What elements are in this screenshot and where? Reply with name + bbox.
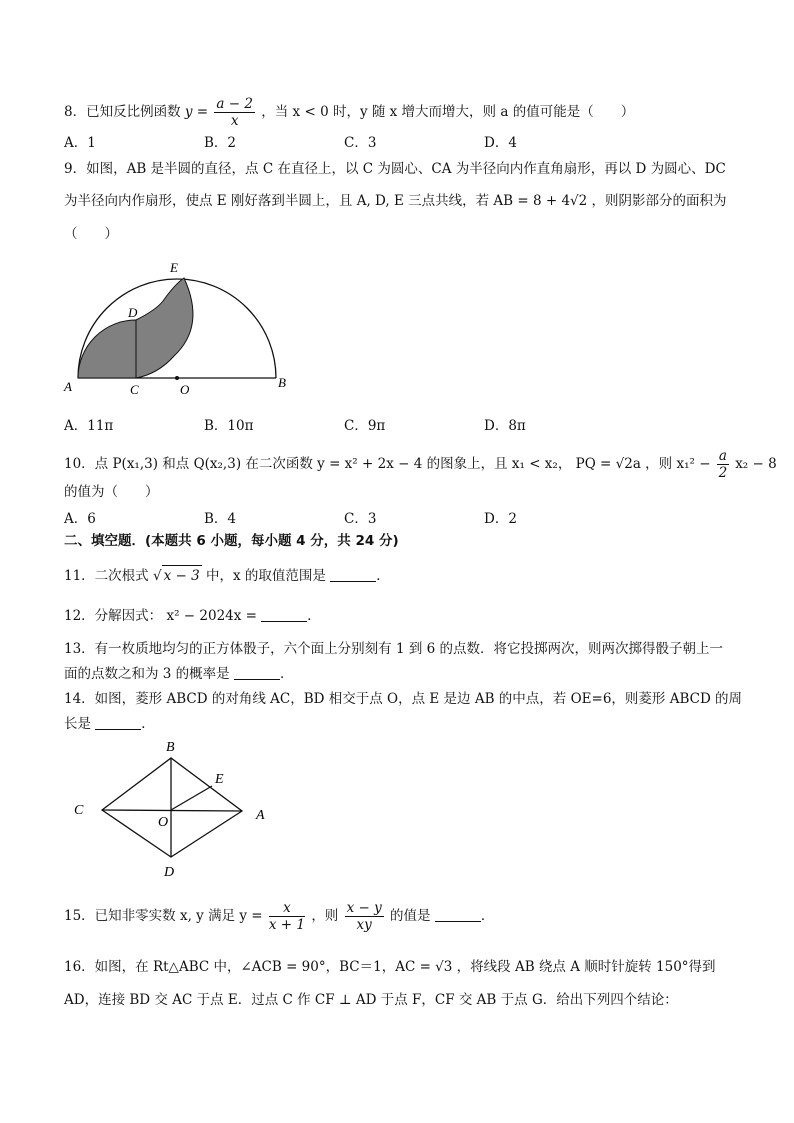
q15-suffix: 的值是 — [390, 908, 431, 924]
q9-option-c: C．9π — [344, 418, 386, 434]
q12-prefix: 12．分解因式： x² − 2024x = — [64, 608, 257, 624]
segment-oe — [171, 786, 212, 810]
q15-frac1-den: x + 1 — [268, 917, 306, 933]
q11-prefix: 11．二次根式 — [64, 568, 149, 584]
label-o: O — [180, 382, 190, 397]
q10-line-1 — [64, 448, 777, 481]
center-point-o — [175, 376, 179, 380]
q8-y-eq: y = — [184, 104, 209, 120]
label-e: E — [215, 772, 224, 787]
shaded-sector-2 — [136, 278, 193, 378]
q8-option-c: C．3 — [344, 135, 377, 151]
section-heading-fill-in: 二、填空题．(本题共 6 小题，每小题 4 分，共 24 分) — [64, 533, 399, 549]
q10-line1-text: 10．点 P(x₁,3) 和点 Q(x₂,3) 在二次函数 y = x² + 2x − 4 的图象上，且 x₁ < x₂， PQ = √2a ，则 x₁² − — [64, 456, 711, 472]
q15-mid: ，则 — [311, 908, 339, 924]
q10-frac-num: a — [718, 448, 727, 464]
q14-rhombus-figure — [70, 738, 270, 880]
q15-frac2-num: x − y — [346, 900, 382, 916]
q8-frac-num: a − 2 — [216, 96, 253, 112]
q15-stem — [64, 900, 494, 933]
q14-line-2 — [64, 714, 155, 734]
q13-end: ． — [279, 666, 294, 682]
q8-option-d: D．4 — [484, 135, 517, 151]
q15-frac2-den: xy — [356, 917, 372, 933]
q15-fraction-1 — [269, 900, 305, 933]
q13-line2-text: 面的点数之和为 3 的概率是 — [64, 666, 230, 682]
q13-line-2 — [64, 664, 293, 684]
q11-end: ． — [376, 568, 390, 584]
label-b: B — [166, 740, 175, 755]
q9-option-a: A．11π — [64, 418, 114, 434]
q10-fraction — [717, 448, 729, 481]
q14-line-1: 14．如图，菱形 ABCD 的对角线 AC，BD 相交于点 O，点 E 是边 AB 的中点，若 OE=6，则菱形 ABCD 的周 — [64, 691, 743, 707]
q15-frac1-num: x — [269, 900, 305, 917]
q9-options — [64, 414, 624, 434]
q12-end: ． — [307, 608, 321, 624]
q9-line-3: （ ） — [64, 226, 118, 242]
q10-line-2: 的值为（ ） — [64, 484, 159, 500]
label-d: D — [164, 865, 175, 880]
label-b: B — [278, 375, 286, 390]
q13-line-1: 13．有一枚质地均匀的正方体骰子，六个面上分别刻有 1 到 6 的点数．将它投掷两次，则两次掷得骰子朝上一 — [64, 641, 724, 657]
q16-line-1: 16．如图，在 Rt△ABC 中，∠ACB = 90°，BC＝1，AC = √3 ，将线段 AB 绕点 A 顺时针旋转 150°得到 — [64, 959, 716, 975]
q9-option-b: B．10π — [204, 418, 254, 434]
q14-line2-text: 长是 — [64, 716, 91, 732]
q8-suffix: ，当 x < 0 时，y 随 x 增大而增大，则 a 的值可能是（ ） — [261, 104, 635, 120]
q10-option-c: C．3 — [344, 511, 377, 527]
sqrt-sign-icon: √ — [152, 568, 162, 584]
q8-options — [64, 131, 624, 151]
label-a: A — [64, 379, 72, 394]
q10-option-b: B．4 — [204, 511, 237, 527]
q8-prefix: 8．已知反比例函数 — [64, 104, 181, 120]
label-c: C — [130, 382, 139, 397]
q9-line-1: 9．如图，AB 是半圆的直径，点 C 在直径上，以 C 为圆心、CA 为半径向内作直角扇形，再以 D 为圆心、DC — [64, 161, 726, 177]
q11-answer-blank[interactable] — [330, 567, 376, 582]
q10-line1-tail: x₂ − 8 — [735, 456, 777, 472]
q8-frac-den: x — [230, 113, 239, 129]
q12-answer-blank[interactable] — [261, 607, 307, 622]
q8-option-b: B．2 — [204, 135, 237, 151]
q15-answer-blank[interactable] — [435, 907, 481, 922]
label-o: O — [158, 815, 169, 830]
shaded-sector-1 — [78, 320, 136, 378]
q15-prefix: 15．已知非零实数 x, y 满足 y = — [64, 908, 263, 924]
q15-fraction-2 — [345, 900, 384, 933]
q11-stem — [64, 565, 390, 586]
label-c: C — [74, 803, 84, 818]
q11-radicand: x − 3 — [162, 565, 202, 586]
q10-option-d: D．2 — [484, 511, 517, 527]
q12-stem — [64, 606, 321, 626]
q10-option-a: A．6 — [64, 511, 96, 527]
label-e: E — [170, 260, 178, 275]
q14-end: ． — [141, 716, 155, 732]
label-a: A — [256, 808, 265, 823]
q8-fraction — [214, 96, 255, 129]
q11-suffix: 中，x 的取值范围是 — [206, 568, 326, 584]
q10-frac-den: 2 — [718, 465, 728, 481]
q9-semicircle-figure — [60, 256, 300, 402]
q8-stem — [64, 96, 634, 129]
label-d: D — [128, 305, 138, 320]
q8-option-a: A．1 — [64, 135, 96, 151]
q14-answer-blank[interactable] — [95, 715, 141, 730]
q9-line-2: 为半径向内作扇形，使点 E 刚好落到半圆上，且 A, D, E 三点共线，若 AB = 8 + 4√2 ，则阴影部分的面积为 — [64, 193, 727, 209]
q10-options — [64, 507, 624, 527]
q16-line-2: AD，连接 BD 交 AC 于点 E．过点 C 作 CF ⊥ AD 于点 F，CF 交 AB 于点 G．给出下列四个结论： — [64, 992, 678, 1008]
q13-answer-blank[interactable] — [234, 665, 280, 680]
q9-option-d: D．8π — [484, 418, 526, 434]
q15-end: ． — [480, 908, 495, 924]
